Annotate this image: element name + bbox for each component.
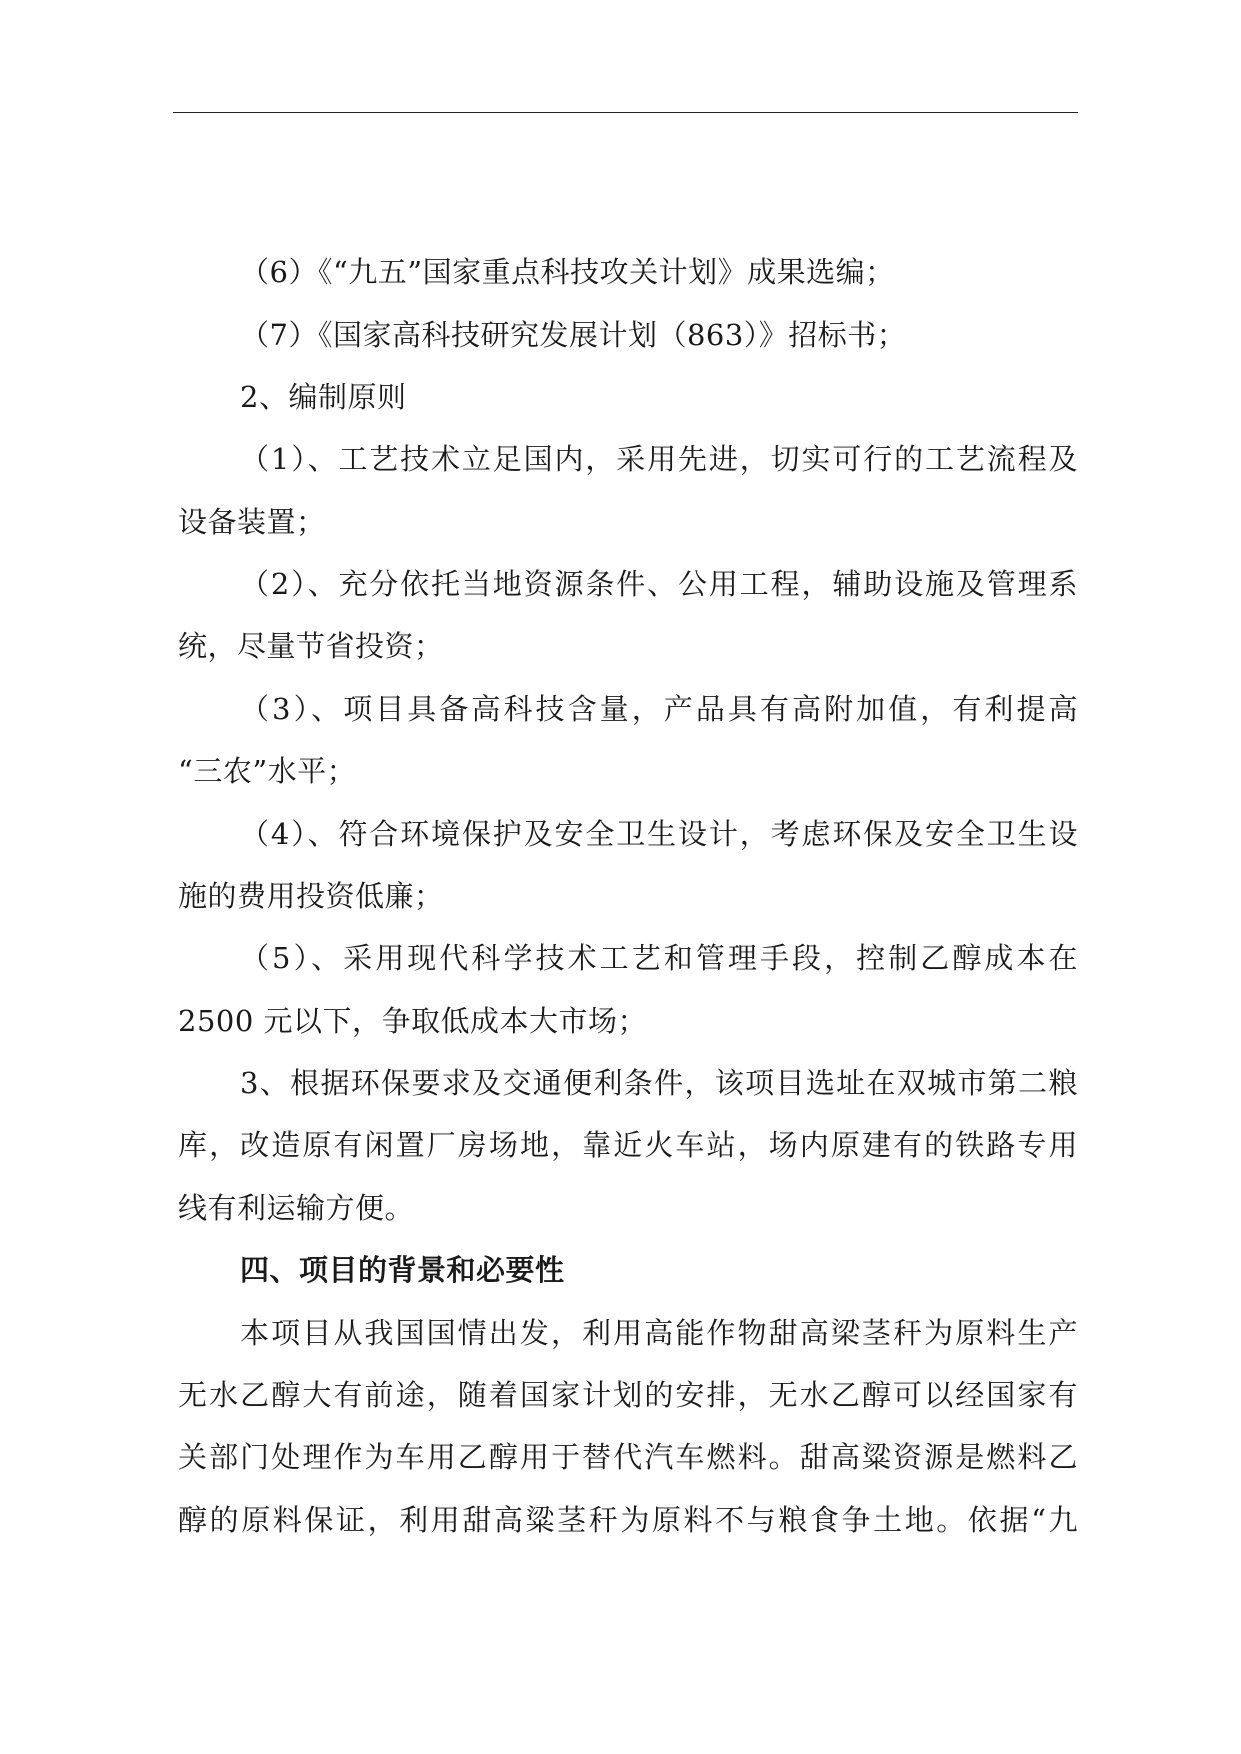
site-paragraph-line-2: 库，改造原有闲置厂房场地，靠近火车站，场内原建有的铁路专用 (178, 1128, 1078, 1162)
reference-item-6: （6）《“九五”国家重点科技攻关计划》成果选编； (240, 255, 895, 289)
principle-2-line-1: （2）、充分依托当地资源条件、公用工程，辅助设施及管理系 (240, 567, 1078, 601)
reference-item-7: （7）《国家高科技研究发展计划（863）》招标书； (240, 318, 907, 352)
background-paragraph-line-3: 关部门处理作为车用乙醇用于替代汽车燃料。甜高粱资源是燃料乙 (178, 1440, 1078, 1474)
site-paragraph-line-1: 3、根据环保要求及交通便利条件，该项目选址在双城市第二粮 (240, 1066, 1078, 1100)
principle-3-line-2: “三农”水平； (178, 754, 357, 788)
background-paragraph-line-2: 无水乙醇大有前途，随着国家计划的安排，无水乙醇可以经国家有 (178, 1378, 1078, 1412)
principle-2-line-2: 统，尽量节省投资； (178, 629, 444, 663)
principle-5-line-2: 2500 元以下，争取低成本大市场； (178, 1004, 648, 1038)
principle-5-line-1: （5）、采用现代科学技术工艺和管理手段，控制乙醇成本在 (240, 941, 1078, 975)
principle-4-line-1: （4）、符合环境保护及安全卫生设计，考虑环保及安全卫生设 (240, 817, 1078, 851)
principle-3-line-1: （3）、项目具备高科技含量，产品具有高附加值，有利提高 (240, 692, 1078, 726)
background-paragraph-line-4: 醇的原料保证，利用甜高粱茎秆为原料不与粮食争土地。依据“九 (178, 1503, 1078, 1537)
principle-1-line-1: （1）、工艺技术立足国内，采用先进，切实可行的工艺流程及 (240, 442, 1078, 476)
background-paragraph-line-1: 本项目从我国国情出发，利用高能作物甜高梁茎秆为原料生产 (240, 1316, 1078, 1350)
section-heading-principles: 2、编制原则 (240, 380, 407, 414)
section-heading-background: 四、项目的背景和必要性 (240, 1253, 565, 1287)
principle-4-line-2: 施的费用投资低廉； (178, 879, 444, 913)
header-rule (173, 112, 1078, 113)
site-paragraph-line-3: 线有利运输方便。 (178, 1191, 415, 1225)
principle-1-line-2: 设备装置； (178, 505, 326, 539)
